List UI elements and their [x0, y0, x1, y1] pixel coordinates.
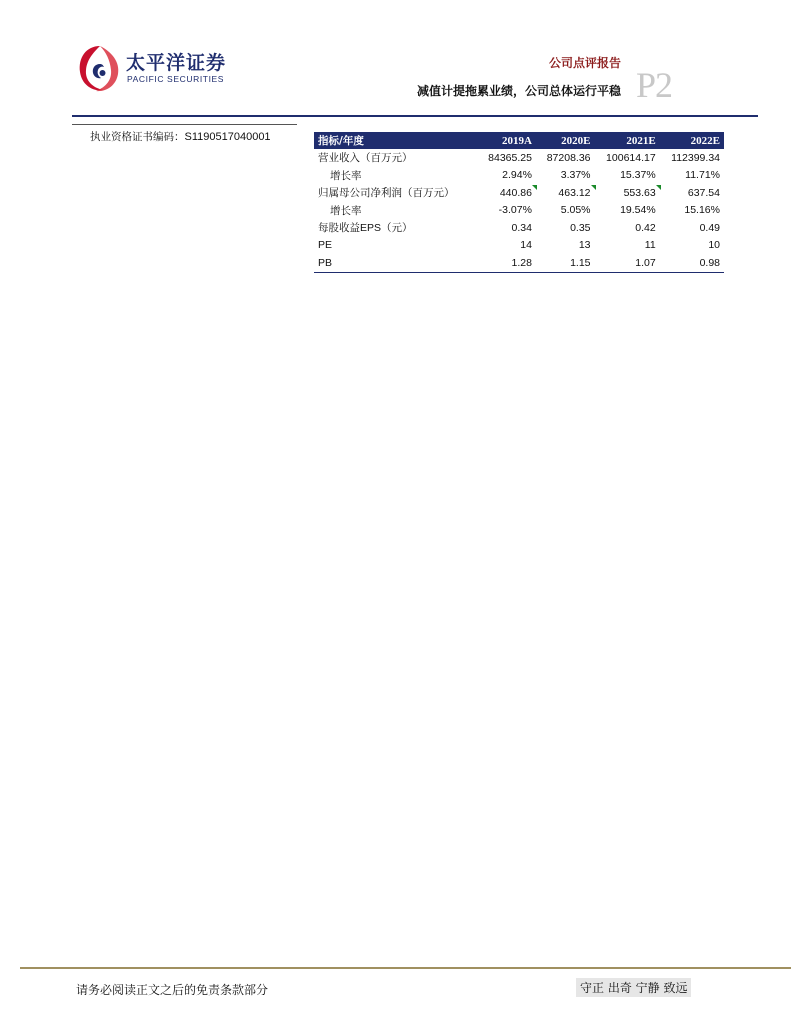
- disclaimer-text: 请务必阅读正文之后的免责条款部分: [76, 983, 269, 997]
- sidebar-divider: [72, 124, 297, 125]
- column-header: 2022E: [660, 132, 724, 149]
- footer-divider: [20, 967, 791, 969]
- row-label: PE: [318, 239, 333, 252]
- table-cell: [595, 167, 660, 185]
- column-header: 2020E: [536, 132, 595, 149]
- table-cell: [477, 237, 536, 255]
- cell-value: 84365.25: [488, 151, 532, 164]
- table-cell: [477, 254, 536, 272]
- column-header: 2019A: [477, 132, 536, 149]
- table-row: [314, 202, 724, 220]
- table-cell: [660, 184, 724, 202]
- cell-value: 1.28: [511, 256, 532, 269]
- license-label: 执业资格证书编码：: [90, 131, 185, 143]
- cell-value: 2.94%: [502, 169, 532, 182]
- table-cell: [660, 149, 724, 167]
- table-cell: [536, 167, 595, 185]
- table-cell: [536, 219, 595, 237]
- table-cell: [595, 202, 660, 220]
- table-cell: [660, 202, 724, 220]
- cell-value: 463.12: [558, 186, 591, 199]
- table-cell: [536, 237, 595, 255]
- table-cell: [536, 202, 595, 220]
- cell-value: 11.71%: [685, 169, 720, 182]
- table-cell: [595, 237, 660, 255]
- license-info: [90, 129, 271, 144]
- cell-value: 14: [520, 239, 532, 252]
- cell-value: 11: [644, 239, 656, 252]
- table-header-row: [314, 132, 724, 149]
- table-row: [314, 219, 724, 237]
- row-label: 营业收入（百万元）: [318, 152, 413, 165]
- table-cell: [660, 167, 724, 185]
- cell-value: 0.35: [570, 221, 591, 234]
- financial-forecast-table: [314, 132, 724, 273]
- cell-value: 15.16%: [684, 204, 720, 217]
- cell-value: 440.86: [499, 186, 532, 199]
- cell-value: 0.34: [511, 221, 532, 234]
- company-logo: [76, 42, 236, 94]
- cell-value: 637.54: [687, 186, 720, 199]
- page-number: P2: [636, 65, 673, 105]
- table-cell: [536, 149, 595, 167]
- cell-value: 5.05%: [560, 204, 591, 217]
- table-cell: [660, 219, 724, 237]
- column-header: 指标/年度: [314, 132, 477, 149]
- row-label: PB: [314, 254, 477, 272]
- cell-value: 112399.34: [671, 151, 720, 164]
- report-type: 公司点评报告: [548, 56, 621, 70]
- table-cell: [595, 219, 660, 237]
- cell-value: 0.42: [635, 221, 656, 234]
- table-cell: [660, 237, 724, 255]
- cell-value: 19.54%: [620, 204, 656, 217]
- table-row: [314, 149, 724, 167]
- header-divider: [72, 115, 758, 117]
- table-cell: [477, 202, 536, 220]
- table-row: [314, 237, 724, 255]
- table-cell: [477, 219, 536, 237]
- table-cell: [595, 149, 660, 167]
- table-cell: [477, 184, 536, 202]
- table-cell: [595, 254, 660, 272]
- row-label: 归属母公司净利润（百万元）: [318, 187, 455, 200]
- row-label: 每股收益EPS（元）: [318, 222, 413, 235]
- logo-english-name: PACIFIC SECURITIES: [127, 74, 225, 84]
- license-number: S1190517040001: [184, 131, 271, 143]
- table-cell: [660, 254, 724, 272]
- cell-value: 87208.36: [546, 151, 591, 164]
- row-label: 增长率: [330, 169, 362, 182]
- cell-value: 13: [578, 239, 591, 252]
- cell-value: 1.07: [635, 256, 656, 269]
- column-header: 2021E: [595, 132, 660, 149]
- cell-value: 100614.17: [606, 151, 656, 164]
- pacific-securities-logo-icon: [76, 42, 124, 94]
- logo-chinese-name: 太平洋证券: [126, 52, 227, 74]
- cell-value: 10: [708, 239, 720, 252]
- table-row: [314, 184, 724, 202]
- table-cell: [477, 149, 536, 167]
- cell-value: 0.98: [699, 256, 720, 269]
- table-cell: [536, 254, 595, 272]
- table-row: [314, 254, 724, 272]
- table-cell: [536, 184, 595, 202]
- row-label: 增长率: [330, 204, 362, 217]
- table-cell: [477, 167, 536, 185]
- cell-value: -3.07%: [498, 204, 532, 217]
- cell-value: 15.37%: [620, 169, 656, 182]
- cell-value: 1.15: [570, 256, 591, 269]
- company-motto: 守正 出奇 宁静 致远: [576, 978, 691, 997]
- report-title: 减值计提拖累业绩，公司总体运行平稳: [416, 84, 621, 98]
- cell-value: 553.63: [623, 186, 656, 199]
- table-row: [314, 167, 724, 185]
- cell-value: 0.49: [699, 221, 720, 234]
- cell-value: 3.37%: [560, 169, 591, 182]
- table-cell: [595, 184, 660, 202]
